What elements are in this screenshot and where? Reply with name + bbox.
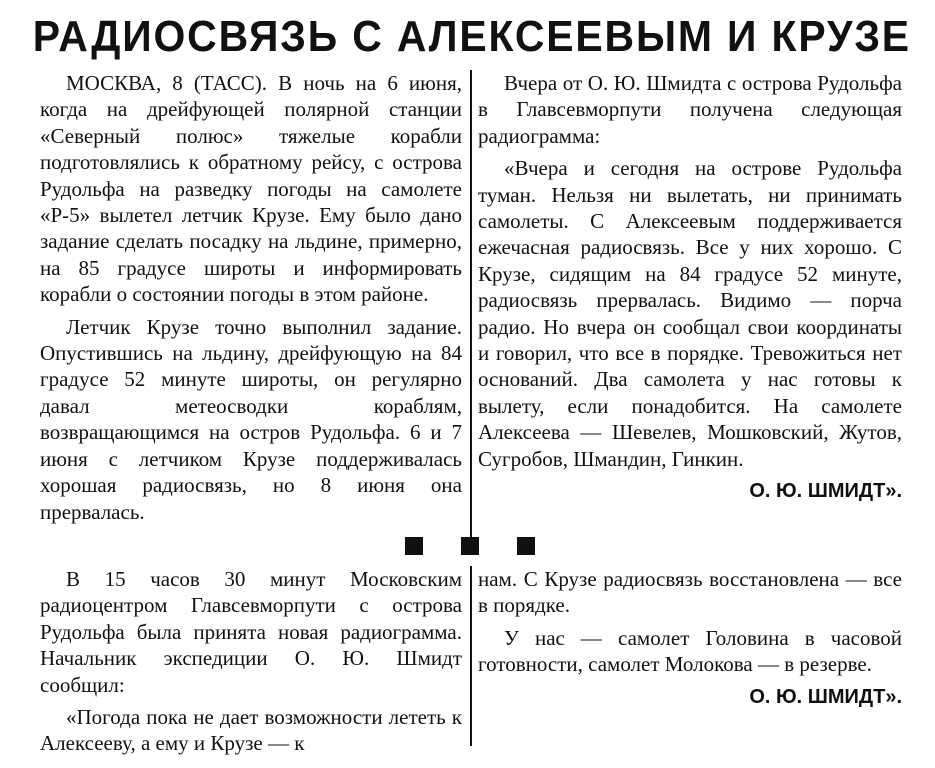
signature-schmidt-1: О. Ю. ШМИДТ».: [749, 480, 902, 503]
separator-square: [461, 537, 479, 555]
headline: РАДИОСВЯЗЬ С АЛЕКСЕЕВЫМ И КРУЗЕ: [32, 12, 911, 61]
paragraph-radiogram-text: «Вчера и сегодня на острове Рудольфа туман. Нельзя ни вылетать, ни принимать самолеты. С Алексеевым поддерживается ежечасная радиосвязь. Все у них хорошо. С Крузе, сидящим на 84 градусе 52 минуте, радиосвязь прервалась. Видимо — порча радио. Но вчера он сообщал свои координаты и говорил, что все в порядке. Тревожиться нет оснований. Два самолета у нас готовы к вылету, если понадобится. На самолете Алексеева — Шевелев, Мошковский, Жутов, Сугробов, Шмандин, Гинкин.: [478, 156, 902, 471]
paragraph-golovin-plane: У нас — самолет Головина в часовой готовности, самолет Молокова — в резерве.: [478, 625, 902, 677]
paragraph-weather: «Погода пока не дает возможности лететь к Алексееву, а ему и Крузе — к: [40, 705, 462, 756]
bottom-right-column: [478, 566, 902, 710]
paragraph-new-radiogram: В 15 часов 30 минут Московским радиоцентром Главсевморпути с острова Рудольфа была принята новая радиограмма. Начальник экспедиции О. Ю. Шмидт сообщил:: [40, 567, 462, 697]
section-separator: [405, 537, 535, 555]
bottom-left-column: [40, 566, 462, 763]
paragraph-moscow-report: МОСКВА, 8 (ТАСС). В ночь на 6 июня, когда на дрейфующей полярной станции «Северный полюс» тяжелые корабли подготовлялись к обратному рейсу, с острова Рудольфа на разведку погоды на самолете «Р-5» вылетел летчик Крузе. Ему было дано задание сделать посадку на льдине, примерно, на 85 градусе широты и информировать корабли о состоянии погоды в этом районе.: [40, 71, 462, 307]
top-left-column: [40, 70, 462, 531]
paragraph-contact-restored: нам. С Крузе радиосвязь восстановлена — все в порядке.: [478, 567, 902, 618]
separator-square: [405, 537, 423, 555]
column-divider-bottom: [470, 566, 472, 746]
column-divider-top: [470, 70, 472, 538]
paragraph-kruze-task: Летчик Крузе точно выполнил задание. Опустившись на льдину, дрейфующую на 84 градусе 52 минуте широты, он регулярно давал метеосводки кораблям, возвращающимся на остров Рудольфа. 6 и 7 июня с летчиком Крузе поддерживалась хорошая радиосвязь, но 8 июня она прервалась.: [40, 314, 462, 524]
signature-schmidt-2: О. Ю. ШМИДТ».: [749, 685, 902, 708]
paragraph-radiogram-intro: Вчера от О. Ю. Шмидта с острова Рудольфа в Главсевморпути получена следующая радиограмма:: [478, 71, 902, 148]
top-right-column: [478, 70, 902, 505]
separator-square: [517, 537, 535, 555]
